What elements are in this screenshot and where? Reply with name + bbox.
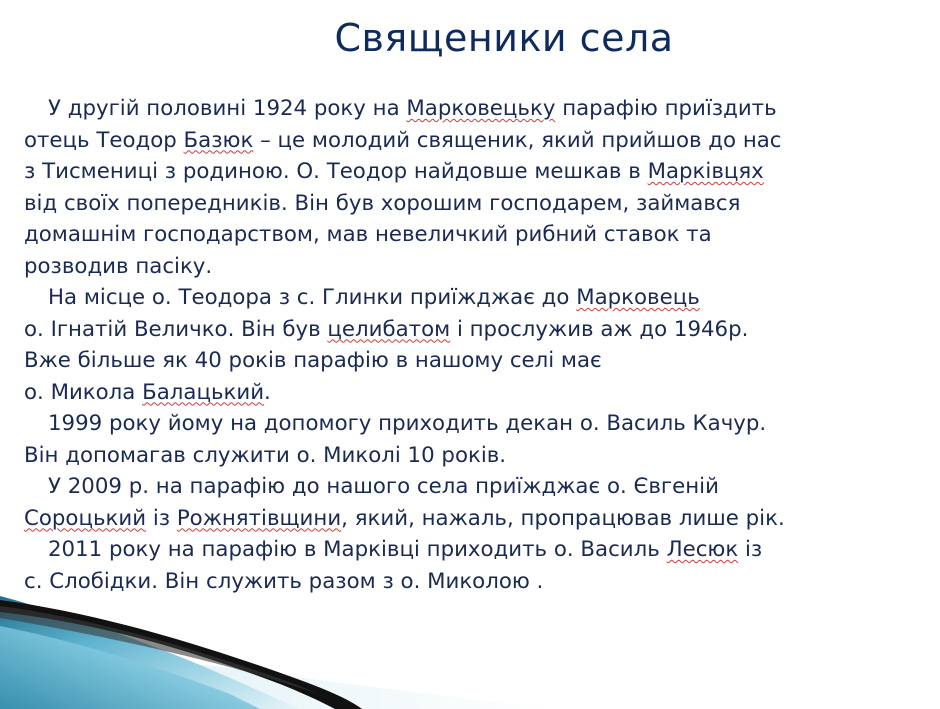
spellcheck-word: Рожнятівщини bbox=[176, 505, 342, 531]
text-line bbox=[24, 188, 930, 220]
slide-body-text bbox=[24, 93, 930, 597]
text-run: від своїх попередників. Він був хорошим господарем, займався bbox=[24, 190, 741, 216]
text-run: парафію приїздить bbox=[555, 96, 777, 121]
text-run: Вже більше як 40 років парафію в нашому селі має bbox=[24, 348, 602, 373]
text-run: розводив пасіку. bbox=[24, 253, 213, 279]
text-run: , який, нажаль, пропрацював лише рік. bbox=[341, 505, 785, 531]
paragraph bbox=[24, 471, 930, 534]
text-run: о. Микола bbox=[24, 379, 143, 405]
paragraph bbox=[24, 93, 930, 282]
text-run: із bbox=[146, 505, 177, 531]
text-run: домашнім господарством, мав невеличкий рибний ставок та bbox=[24, 222, 712, 247]
spellcheck-word: Марківцях bbox=[647, 159, 764, 184]
text-line bbox=[24, 345, 930, 377]
text-line bbox=[24, 566, 930, 598]
text-run: 2011 року на парафію в Марківці приходить о. Василь bbox=[48, 537, 667, 562]
spellcheck-word: целибатом bbox=[327, 316, 451, 342]
text-line bbox=[24, 503, 930, 535]
text-line bbox=[24, 125, 930, 157]
paragraph bbox=[24, 408, 930, 471]
text-run: із bbox=[738, 537, 763, 562]
spellcheck-word: Лесюк bbox=[666, 537, 739, 562]
text-run: У 2009 р. на парафію до нашого села приїжджає о. Євгеній bbox=[48, 474, 719, 499]
text-line bbox=[24, 440, 930, 472]
text-line bbox=[24, 156, 930, 188]
text-run: і прослужив аж до 1946р. bbox=[450, 316, 749, 342]
spellcheck-word: Базюк bbox=[183, 127, 254, 153]
spellcheck-word: Сороцький bbox=[24, 505, 147, 531]
text-run: – це молодий священик, який прийшов до нас bbox=[253, 127, 782, 153]
text-line bbox=[24, 251, 930, 283]
text-line bbox=[24, 219, 930, 251]
text-run: На місце о. Теодора з с. Глинки приїжджає до bbox=[48, 285, 577, 310]
slide-title: Священики села bbox=[334, 16, 674, 60]
paragraph bbox=[24, 534, 930, 597]
text-run: отець Теодор bbox=[24, 127, 184, 153]
text-run: с. Слобідки. Він служить разом з о. Миколою . bbox=[24, 568, 544, 594]
text-line bbox=[24, 471, 930, 503]
text-run: з Тисмениці з родиною. О. Теодор найдовше мешкав в bbox=[24, 159, 648, 184]
spellcheck-word: Балацький bbox=[142, 379, 265, 405]
text-run: о. Ігнатій Величко. Він був bbox=[24, 316, 328, 342]
paragraph bbox=[24, 282, 930, 408]
text-run: У другій половині 1924 року на bbox=[48, 96, 407, 121]
text-line bbox=[24, 93, 930, 125]
spellcheck-word: Марковець bbox=[576, 285, 700, 310]
text-run: Він допомагав служити о. Миколі 10 років. bbox=[24, 442, 507, 468]
text-run: . bbox=[264, 379, 271, 405]
text-line bbox=[24, 314, 930, 346]
spellcheck-word: Марковецьку bbox=[406, 96, 556, 121]
text-line bbox=[24, 534, 930, 566]
text-run: 1999 року йому на допомогу приходить декан о. Василь Качур. bbox=[48, 411, 767, 436]
text-line bbox=[24, 377, 930, 409]
text-line bbox=[24, 408, 930, 440]
text-line bbox=[24, 282, 930, 314]
